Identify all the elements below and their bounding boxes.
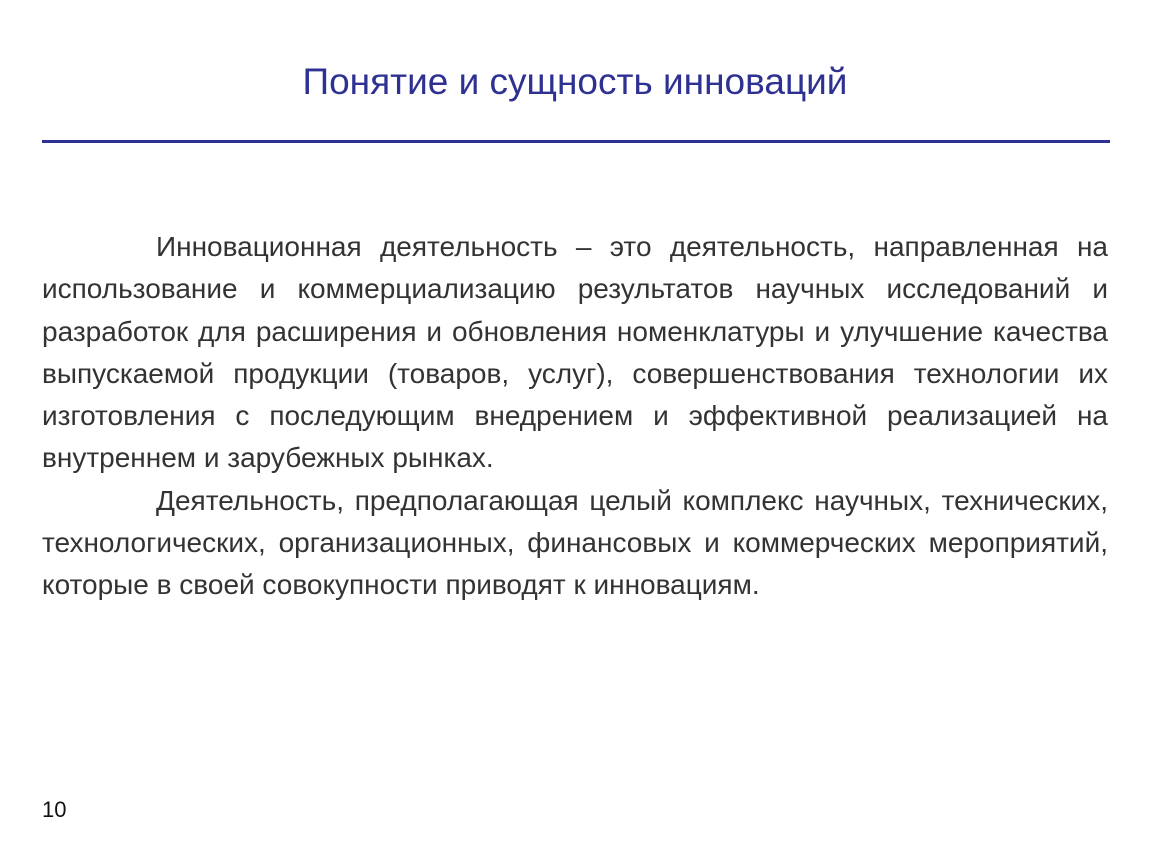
slide-title: Понятие и сущность инноваций xyxy=(302,61,848,102)
title-divider xyxy=(42,140,1110,143)
page-number: 10 xyxy=(42,797,67,822)
paragraph-activity: Деятельность, предполагающая целый комплекс научных, технических, технологических, организационных, финансовых и коммерческих мероприятий, которые в своей совокупности приводят к инновациям. xyxy=(42,484,1108,601)
slide-body xyxy=(42,226,1108,607)
paragraph-definition: Инновационная деятельность – это деятельность, направленная на использование и коммерциализацию результатов научных исследований и разработок для расширения и обновления номенклатуры и улучшение качества выпускаемой продукции (товаров, услуг), совершенствования технологии их изготовления с последующим внедрением и эффективной реализацией на внутреннем и зарубежных рынках. xyxy=(42,231,1108,474)
